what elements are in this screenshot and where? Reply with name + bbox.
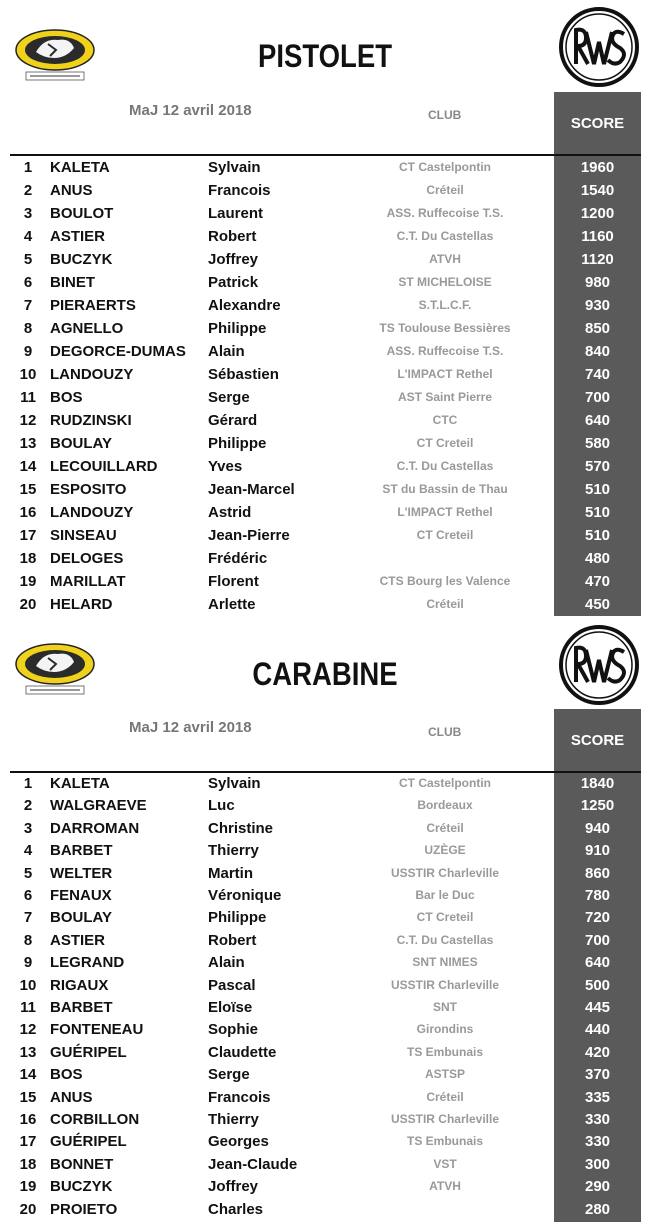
first-name-cell: Serge: [208, 1066, 250, 1084]
score-cell: 1840: [580, 775, 615, 792]
last-name-cell: PIERAERTS: [50, 297, 136, 314]
last-name-cell: GUÉRIPEL: [50, 1133, 127, 1151]
score-cell: 370: [584, 1066, 611, 1084]
score-cell: 280: [584, 1200, 611, 1218]
first-name-cell: Charles: [208, 1200, 264, 1218]
last-name-cell: MARILLAT: [50, 573, 126, 590]
table-row: [0, 524, 650, 547]
first-name-cell: Eloïse: [208, 999, 253, 1016]
score-cell: 1160: [581, 228, 614, 245]
first-name-cell: Claudette: [208, 1043, 277, 1061]
rank-cell: 13: [19, 1043, 37, 1061]
first-name-cell: Luc: [208, 797, 235, 815]
rank-cell: 11: [20, 389, 36, 406]
club-cell: ASTSP: [424, 1067, 465, 1082]
club-cell: TS Embunais: [406, 1044, 483, 1059]
rank-cell: 9: [23, 954, 33, 972]
last-name-cell: ANUS: [50, 182, 93, 199]
table-row: [0, 455, 650, 478]
score-cell: 860: [584, 864, 611, 882]
club-cell: CT Creteil: [416, 436, 474, 450]
first-name-cell: Robert: [208, 931, 257, 949]
table-row: [0, 340, 650, 363]
last-name-cell: BOULAY: [50, 909, 112, 927]
club-cell: UZÈGE: [424, 843, 466, 858]
rank-cell: 13: [19, 435, 37, 452]
table-row: [0, 593, 650, 616]
club-cell: Bar le Duc: [415, 888, 475, 902]
last-name-cell: DELOGES: [50, 550, 124, 567]
first-name-cell: Alain: [208, 343, 245, 360]
rank-cell: 3: [23, 205, 33, 222]
club-cell: Bordeaux: [417, 798, 473, 813]
rank-cell: 16: [19, 504, 37, 521]
rank-cell: 6: [23, 274, 33, 291]
rank-cell: 17: [19, 1133, 37, 1151]
table-row: [0, 271, 650, 294]
club-header: CLUB: [428, 725, 462, 739]
club-cell: ST MICHELOISE: [398, 275, 492, 289]
first-name-cell: Patrick: [208, 274, 259, 291]
score-cell: 510: [584, 481, 611, 498]
last-name-cell: BOULOT: [50, 205, 114, 222]
rank-cell: 6: [23, 887, 33, 904]
rank-cell: 20: [19, 1200, 37, 1218]
score-cell: 1120: [581, 251, 614, 268]
rank-cell: 12: [19, 1021, 37, 1039]
rank-cell: 20: [19, 596, 37, 613]
first-name-cell: Véronique: [208, 887, 282, 904]
rank-cell: 5: [23, 251, 33, 268]
score-cell: 510: [584, 504, 611, 521]
club-cell: ST du Bassin de Thau: [382, 482, 508, 496]
club-cell: ATVH: [429, 252, 461, 266]
score-cell: 570: [584, 458, 611, 475]
score-cell: 940: [584, 819, 611, 837]
last-name-cell: BARBET: [50, 842, 113, 860]
club-cell: Créteil: [426, 183, 464, 197]
score-cell: 480: [584, 550, 611, 567]
first-name-cell: Serge: [208, 389, 250, 406]
last-name-cell: BOS: [50, 389, 83, 406]
score-cell: 1200: [580, 205, 615, 222]
first-name-cell: Jean-Marcel: [208, 481, 295, 498]
first-name-cell: Francois: [208, 182, 271, 199]
first-name-cell: Florent: [208, 573, 259, 590]
rank-cell: 17: [19, 527, 37, 544]
table-row: [0, 547, 650, 570]
last-name-cell: ESPOSITO: [50, 481, 127, 498]
club-cell: ATVH: [429, 1179, 461, 1194]
table-row: [0, 248, 650, 271]
last-name-cell: PROIETO: [50, 1200, 118, 1218]
last-name-cell: LECOUILLARD: [50, 458, 158, 475]
club-cell: C.T. Du Castellas: [396, 459, 494, 473]
last-name-cell: GUÉRIPEL: [50, 1043, 127, 1061]
rank-cell: 18: [19, 1155, 37, 1173]
first-name-cell: Georges: [208, 1133, 269, 1151]
club-cell: [370, 547, 520, 570]
table-row: [0, 1086, 650, 1109]
rank-cell: 15: [19, 481, 37, 498]
table-row: [0, 501, 650, 524]
table-row: [0, 839, 650, 862]
last-name-cell: WALGRAEVE: [50, 797, 147, 815]
table-row: [0, 862, 650, 885]
table-row: [0, 929, 650, 952]
score-cell: 700: [584, 389, 611, 406]
table-row: [0, 294, 650, 317]
score-cell: 780: [584, 887, 611, 904]
rank-cell: 1: [23, 159, 33, 176]
table-row: [0, 156, 650, 179]
club-cell: S.T.L.C.F.: [418, 298, 472, 312]
rank-cell: 2: [23, 182, 33, 199]
table-row: [0, 794, 650, 817]
last-name-cell: ASTIER: [50, 931, 106, 949]
last-name-cell: BINET: [50, 274, 95, 291]
rank-cell: 7: [23, 909, 33, 927]
rank-cell: 10: [19, 366, 37, 383]
first-name-cell: Thierry: [208, 1111, 259, 1128]
first-name-cell: Sylvain: [208, 775, 261, 792]
first-name-cell: Thierry: [208, 842, 259, 860]
score-cell: 840: [584, 343, 611, 360]
score-cell: 290: [584, 1178, 611, 1196]
club-cell: CTC: [432, 413, 458, 427]
club-header: CLUB: [428, 108, 462, 122]
table-row: [0, 363, 650, 386]
table-row: [0, 202, 650, 225]
club-cell: Créteil: [426, 597, 464, 611]
rank-cell: 14: [19, 458, 37, 475]
rws-logo-icon: [558, 624, 640, 706]
club-cell: CT Castelpontin: [399, 160, 491, 174]
first-name-cell: Alain: [208, 954, 245, 972]
table-row: [0, 996, 650, 1019]
club-cell: CT Creteil: [416, 910, 474, 925]
table-row: [0, 570, 650, 593]
score-cell: 640: [584, 954, 611, 972]
club-cell: CT Castelpontin: [399, 776, 491, 790]
last-name-cell: RUDZINSKI: [50, 412, 132, 429]
club-cell: C.T. Du Castellas: [396, 932, 494, 947]
club-cell: Créteil: [426, 1089, 464, 1104]
rank-cell: 8: [23, 931, 33, 949]
club-cell: ASS. Ruffecoise T.S.: [386, 206, 504, 220]
score-cell: 850: [584, 320, 611, 337]
rws-logo-icon: [558, 6, 640, 88]
score-cell: 445: [584, 999, 611, 1016]
first-name-cell: Robert: [208, 228, 257, 245]
table-row: [0, 974, 650, 997]
rank-cell: 3: [23, 819, 33, 837]
first-name-cell: Philippe: [208, 435, 267, 452]
first-name-cell: Joffrey: [208, 1178, 259, 1196]
rank-cell: 10: [19, 976, 37, 994]
last-name-cell: RIGAUX: [50, 976, 109, 994]
rank-cell: 12: [19, 412, 37, 429]
last-name-cell: WELTER: [50, 864, 113, 882]
table-row: [0, 1018, 650, 1041]
club-cell: CT Creteil: [416, 528, 474, 542]
score-cell: 470: [584, 573, 611, 590]
table-row: [0, 1153, 650, 1176]
update-date: MaJ 12 avril 2018: [129, 102, 252, 119]
last-name-cell: ASTIER: [50, 228, 106, 245]
score-cell: 930: [584, 297, 611, 314]
first-name-cell: Laurent: [208, 205, 264, 222]
last-name-cell: BONNET: [50, 1155, 114, 1173]
table-row: [0, 386, 650, 409]
club-cell: USSTIR Charleville: [390, 865, 500, 880]
score-cell: 980: [584, 274, 611, 291]
carabine-section: [0, 616, 650, 1222]
first-name-cell: Frédéric: [208, 550, 268, 567]
score-header: SCORE: [570, 732, 625, 749]
club-cell: L'IMPACT Rethel: [397, 367, 493, 381]
table-row: [0, 817, 650, 840]
rank-cell: 1: [23, 775, 33, 792]
last-name-cell: BARBET: [50, 999, 113, 1016]
club-cell: VST: [433, 1156, 457, 1171]
table-row: [0, 1108, 650, 1131]
first-name-cell: Sylvain: [208, 159, 261, 176]
last-name-cell: LEGRAND: [50, 954, 125, 972]
rank-cell: 2: [23, 797, 33, 815]
last-name-cell: CORBILLON: [50, 1111, 140, 1128]
club-cell: SNT: [433, 1000, 457, 1014]
club-cell: ASS. Ruffecoise T.S.: [386, 344, 504, 358]
last-name-cell: FENAUX: [50, 887, 112, 904]
club-cell: SNT NIMES: [412, 955, 478, 970]
rank-cell: 15: [19, 1088, 37, 1106]
score-cell: 440: [584, 1021, 611, 1039]
last-name-cell: DEGORCE-DUMAS: [50, 343, 186, 360]
rank-cell: 16: [19, 1111, 37, 1128]
rank-cell: 5: [23, 864, 33, 882]
first-name-cell: Jean-Pierre: [208, 527, 290, 544]
last-name-cell: FONTENEAU: [50, 1021, 144, 1039]
score-cell: 500: [584, 976, 611, 994]
table-row: [0, 772, 650, 795]
last-name-cell: LANDOUZY: [50, 504, 134, 521]
table-row: [0, 1198, 650, 1221]
rank-cell: 8: [23, 320, 33, 337]
table-row: [0, 432, 650, 455]
first-name-cell: Arlette: [208, 596, 256, 613]
last-name-cell: SINSEAU: [50, 527, 117, 544]
first-name-cell: Sophie: [208, 1021, 259, 1039]
score-cell: 510: [584, 527, 611, 544]
score-cell: 330: [584, 1133, 611, 1151]
table-row: [0, 478, 650, 501]
section-title: CARABINE: [252, 656, 398, 692]
last-name-cell: ANUS: [50, 1088, 93, 1106]
rank-cell: 4: [23, 228, 33, 245]
club-cell: USSTIR Charleville: [390, 977, 500, 992]
last-name-cell: BUCZYK: [50, 251, 113, 268]
table-row: [0, 906, 650, 929]
last-name-cell: KALETA: [50, 159, 110, 176]
score-cell: 450: [584, 596, 611, 613]
score-cell: 740: [584, 366, 611, 383]
club-cell: AST Saint Pierre: [397, 390, 493, 404]
rank-cell: 4: [23, 842, 33, 860]
club-cell: TS Toulouse Bessières: [379, 321, 511, 335]
table-row: [0, 1130, 650, 1153]
table-row: [0, 1041, 650, 1064]
first-name-cell: Joffrey: [208, 251, 259, 268]
first-name-cell: Jean-Claude: [208, 1155, 298, 1173]
table-row: [0, 179, 650, 202]
score-cell: 1250: [580, 797, 615, 815]
rank-cell: 14: [19, 1066, 37, 1084]
rank-cell: 11: [20, 999, 36, 1016]
first-name-cell: Yves: [208, 458, 243, 475]
first-name-cell: Francois: [208, 1088, 271, 1106]
last-name-cell: KALETA: [50, 775, 110, 792]
club-cell: [370, 1198, 520, 1221]
score-cell: 420: [584, 1043, 611, 1061]
last-name-cell: DARROMAN: [50, 819, 140, 837]
club-cell: C.T. Du Castellas: [396, 229, 494, 243]
score-cell: 1540: [580, 182, 615, 199]
club-cell: Girondins: [416, 1022, 474, 1037]
club-cell: TS Embunais: [406, 1134, 483, 1149]
section-title: PISTOLET: [257, 38, 393, 74]
last-name-cell: BOULAY: [50, 435, 112, 452]
last-name-cell: HELARD: [50, 596, 113, 613]
rank-cell: 9: [23, 343, 33, 360]
rank-cell: 19: [19, 1178, 37, 1196]
table-row: [0, 1063, 650, 1086]
table-row: [0, 409, 650, 432]
club-cell: Créteil: [426, 820, 464, 835]
last-name-cell: BOS: [50, 1066, 83, 1084]
score-cell: 640: [584, 412, 611, 429]
table-row: [0, 317, 650, 340]
last-name-cell: LANDOUZY: [50, 366, 134, 383]
update-date: MaJ 12 avril 2018: [129, 719, 252, 736]
table-row: [0, 884, 650, 907]
first-name-cell: Philippe: [208, 909, 267, 927]
table-row: [0, 1175, 650, 1198]
score-cell: 720: [584, 909, 611, 927]
table-row: [0, 951, 650, 974]
club-cell: L'IMPACT Rethel: [397, 505, 493, 519]
club-cell: USSTIR Charleville: [390, 1112, 500, 1126]
first-name-cell: Gérard: [208, 412, 258, 429]
first-name-cell: Pascal: [208, 976, 256, 994]
score-header: SCORE: [570, 115, 625, 132]
score-cell: 910: [584, 842, 611, 860]
first-name-cell: Sébastien: [208, 366, 279, 383]
last-name-cell: BUCZYK: [50, 1178, 113, 1196]
first-name-cell: Astrid: [208, 504, 252, 521]
club-cell: CTS Bourg les Valence: [379, 574, 511, 588]
score-cell: 300: [584, 1155, 611, 1173]
score-cell: 330: [584, 1111, 611, 1128]
score-cell: 335: [584, 1088, 611, 1106]
rank-cell: 18: [19, 550, 37, 567]
rank-cell: 7: [23, 297, 33, 314]
score-cell: 700: [584, 931, 611, 949]
score-cell: 1960: [580, 159, 615, 176]
first-name-cell: Alexandre: [208, 297, 281, 314]
rank-cell: 19: [19, 573, 37, 590]
table-row: [0, 225, 650, 248]
last-name-cell: AGNELLO: [50, 320, 124, 337]
first-name-cell: Christine: [208, 819, 274, 837]
score-cell: 580: [584, 435, 611, 452]
first-name-cell: Philippe: [208, 320, 267, 337]
first-name-cell: Martin: [208, 864, 253, 882]
